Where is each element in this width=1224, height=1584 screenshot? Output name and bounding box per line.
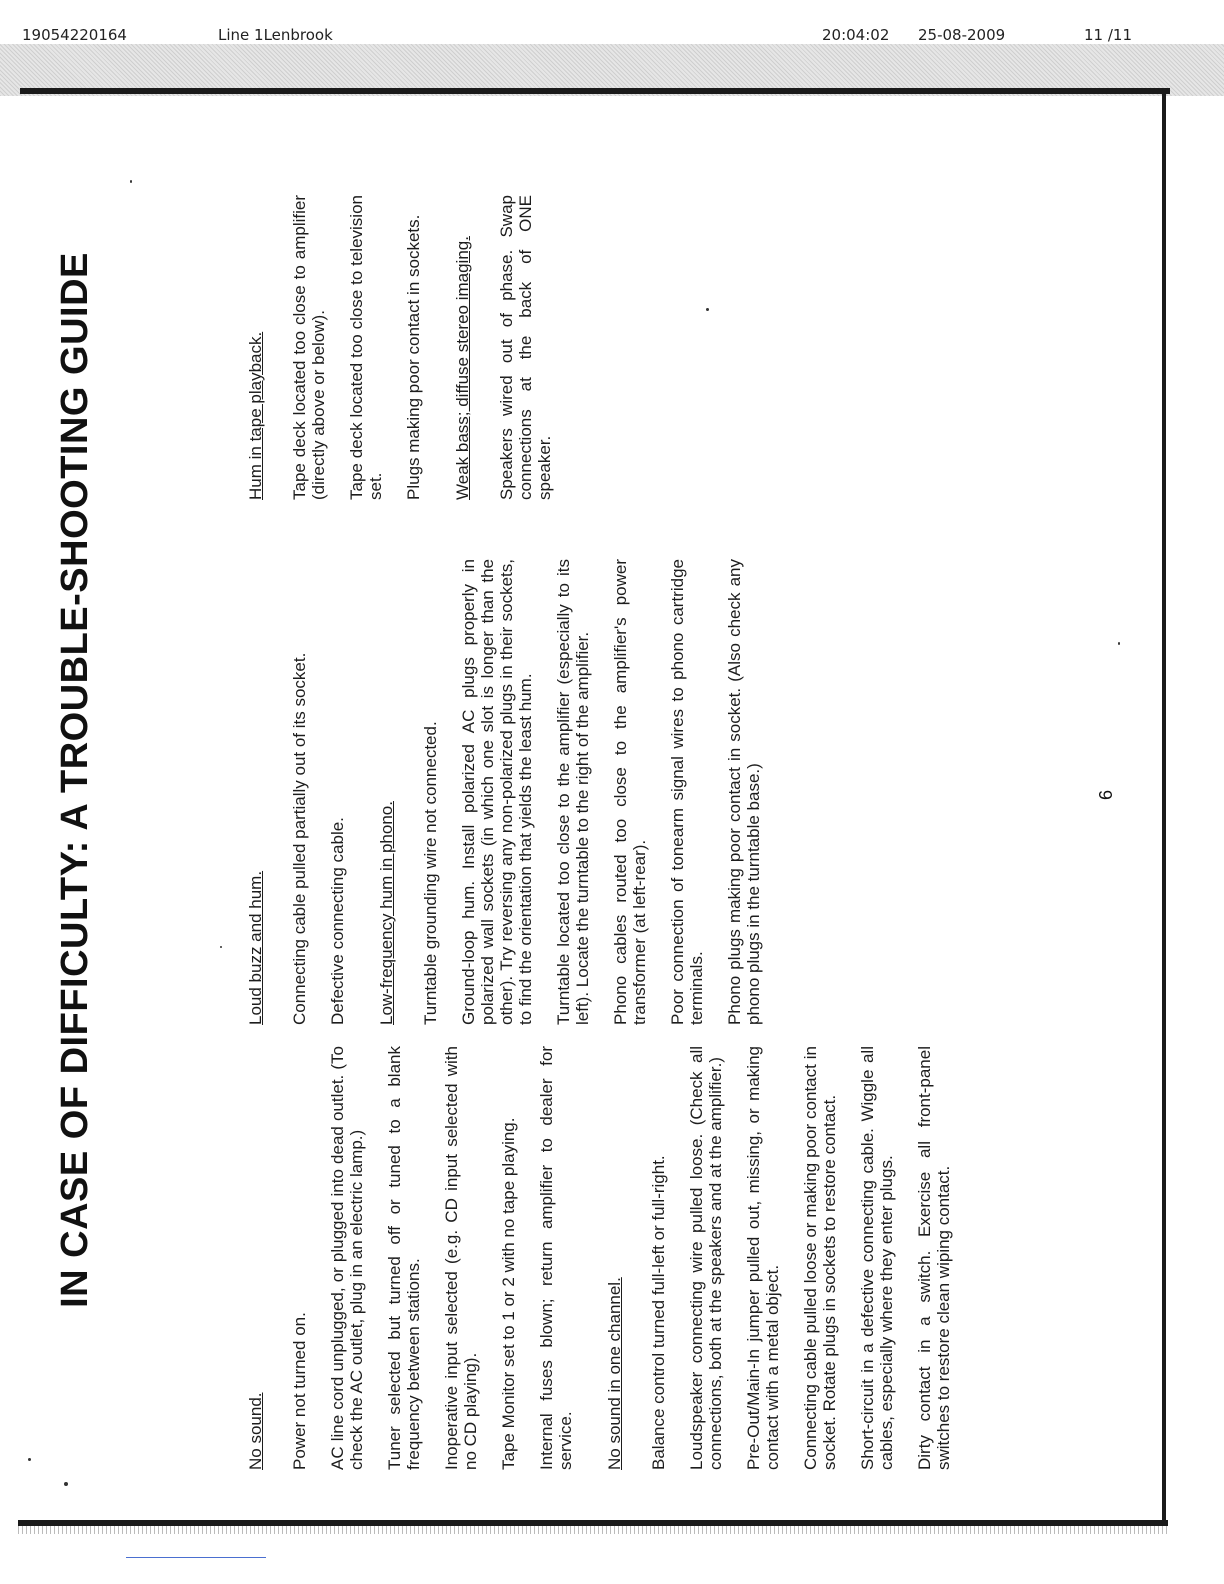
troubleshooting-item: Connecting cable pulled partially out of its socket.: [290, 652, 309, 1025]
fax-header-band: [0, 0, 1224, 44]
column-3: [246, 195, 573, 500]
troubleshooting-item: Tape deck located too close to amplifier (directly above or below).: [290, 195, 328, 500]
troubleshooting-item: Turntable grounding wire not connected.: [421, 721, 440, 1025]
troubleshooting-item: Short-circuit in a defective connecting cable. Wiggle all cables, especially where they enter plugs.: [858, 1046, 896, 1470]
fax-line: Line 1Lenbrook: [218, 26, 333, 44]
rotated-page: [26, 100, 1146, 1500]
troubleshooting-item: Loudspeaker connecting wire pulled loose. (Check all connections, both at the speakers and at the amplifier.): [687, 1046, 725, 1470]
footer-underline: [126, 1557, 266, 1558]
troubleshooting-item: Plugs making poor contact in sockets.: [404, 214, 423, 500]
troubleshooting-item: Inoperative input selected (e.g. CD input selected with no CD playing).: [442, 1046, 480, 1470]
troubleshooting-item: Pre-Out/Main-In jumper pulled out, missing, or making contact with a metal object.: [744, 1046, 782, 1470]
page-number: 6: [1096, 789, 1116, 800]
troubleshooting-item: Dirty contact in a switch. Exercise all front-panel switches to restore clean wiping contact.: [915, 1046, 953, 1470]
troubleshooting-item: Tape Monitor set to 1 or 2 with no tape playing.: [499, 1117, 518, 1470]
column-1: [246, 1046, 972, 1470]
fax-sender-number: 19054220164: [22, 26, 127, 44]
bottom-scan-noise: [18, 1526, 1168, 1534]
troubleshooting-item: Phono plugs making poor contact in socket. (Also check any phono plugs in the turntable base.): [725, 559, 763, 1025]
fax-page: 11 /11: [1084, 26, 1132, 44]
troubleshooting-item: Balance control turned full-left or full-right.: [649, 1155, 668, 1470]
fax-date: 25-08-2009: [918, 26, 1006, 44]
section-heading: Hum in tape playback.: [246, 331, 265, 500]
troubleshooting-item: AC line cord unplugged, or plugged into dead outlet. (To check the AC outlet, plug in an electric lamp.): [328, 1046, 366, 1470]
troubleshooting-item: Phono cables routed too close to the amplifier's power transformer (at left-rear).: [611, 559, 649, 1025]
document-title: IN CASE OF DIFFICULTY: A TROUBLE-SHOOTING GUIDE: [54, 252, 96, 1308]
fax-time: 20:04:02: [822, 26, 890, 44]
section-heading: Loud buzz and hum.: [246, 870, 265, 1025]
troubleshooting-item: Poor connection of tonearm signal wires to phono cartridge terminals.: [668, 559, 706, 1025]
header-rule: [20, 88, 1170, 94]
troubleshooting-item: Internal fuses blown; return amplifier to dealer for service.: [537, 1046, 575, 1470]
column-2: [246, 559, 782, 1025]
troubleshooting-item: Tuner selected but turned off or tuned to a blank frequency between stations.: [385, 1046, 423, 1470]
troubleshooting-item: Tape deck located too close to television set.: [347, 195, 385, 500]
troubleshooting-item: Speakers wired out of phase. Swap connections at the back of ONE speaker.: [497, 195, 554, 500]
section-heading: No sound.: [246, 1392, 265, 1470]
fax-header: [0, 0, 1224, 96]
troubleshooting-item: Connecting cable pulled loose or making poor contact in socket. Rotate plugs in sockets to restore contact.: [801, 1046, 839, 1470]
section-heading: Low-frequency hum in phono.: [377, 801, 396, 1025]
section-heading: Weak bass; diffuse stereo imaging.: [453, 236, 472, 500]
troubleshooting-item: Defective connecting cable.: [328, 817, 347, 1025]
troubleshooting-item: Power not turned on.: [290, 1312, 309, 1470]
troubleshooting-item: Turntable located too close to the amplifier (especially to its left). Locate the turntable to the right of the amplifier.: [554, 559, 592, 1025]
section-heading: No sound in one channel.: [605, 1277, 624, 1470]
troubleshooting-item: Ground-loop hum. Install polarized AC plugs properly in polarized wall sockets (in which one slot is longer than the other). Try reversing any non-polarized plugs in their sockets, to find the orientation that yields the least hum.: [459, 559, 535, 1025]
right-border-rule: [1162, 92, 1166, 1522]
